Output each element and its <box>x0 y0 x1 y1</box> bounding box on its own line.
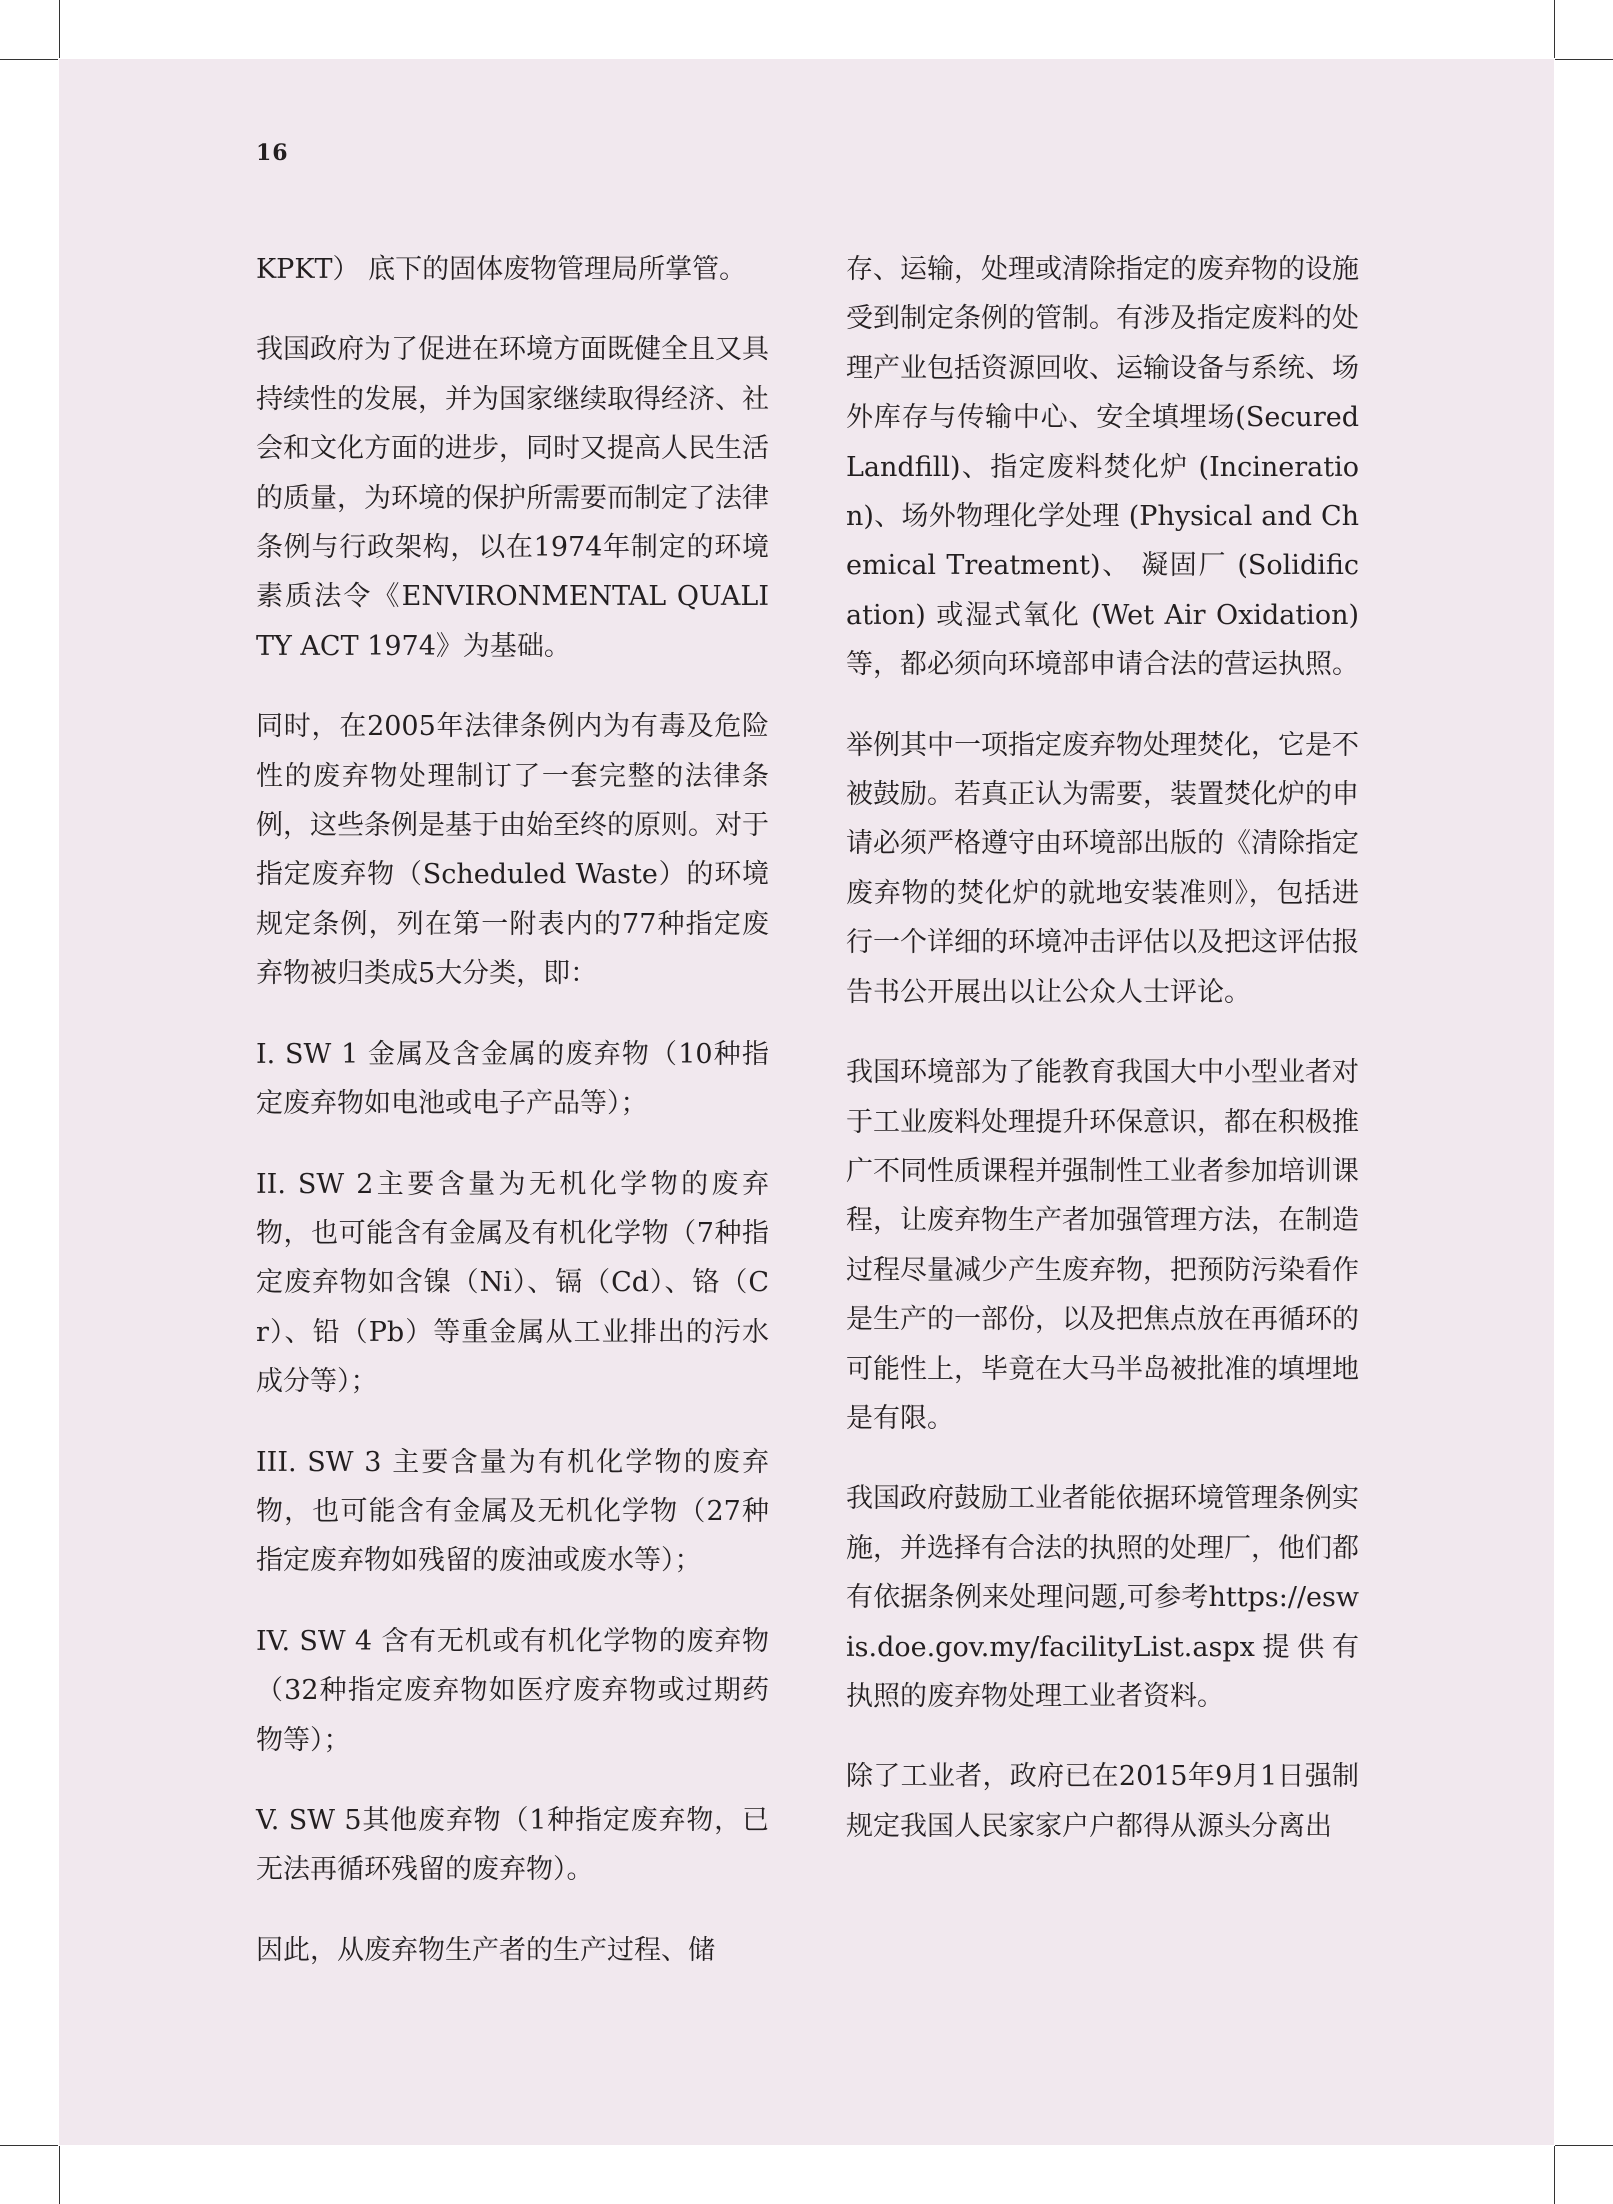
paragraph: 举例其中一项指定废弃物处理焚化，它是不被鼓励。若真正认为需要，装置焚化炉的申请必须严格遵守由环境部出版的《清除指定废弃物的焚化炉的就地安装准则》，包括进行一个详细的环境冲击评估以及把这评估报告书公开展出以让公众人士评论。 <box>846 729 1359 1008</box>
paragraph: 因此，从废弃物生产者的生产过程、储 <box>256 1934 715 1966</box>
crop-mark <box>0 2145 58 2146</box>
paragraph: 存、运输，处理或清除指定的废弃物的设施受到制定条例的管制。有涉及指定废料的处理产业包括资源回收、运输设备与系统、场外库存与传输中心、安全填埋场(Secured Landfill)、指定废料焚化炉 (Incineration)、场外物理化学处理 (Physical and Chemical Treatment)、 凝固厂 (Solidification) 或湿式氧化 (Wet Air Oxidation)等，都必须向环境部申请合法的营运执照。 <box>846 254 1359 681</box>
crop-mark <box>59 0 60 58</box>
crop-mark <box>1554 0 1555 58</box>
paragraph: 我国政府为了促进在环境方面既健全且又具持续性的发展，并为国家继续取得经济、社会和文化方面的进步，同时又提高人民生活的质量，为环境的保护所需要而制定了法律条例与行政架构，以在1974年制定的环境素质法令《ENVIRONMENTAL QUALITY ACT 1974》为基础。 <box>256 334 769 662</box>
crop-mark <box>59 2146 60 2204</box>
list-item: III. SW 3 主要含量为有机化学物的废弃物，也可能含有金属及无机化学物（27种指定废弃物如残留的废油或废水等）； <box>256 1446 769 1577</box>
list-item: II. SW 2主要含量为无机化学物的废弃物，也可能含有金属及有机化学物（7种指定废弃物如含镍（Ni）、镉（Cd）、铬（Cr）、铅（Pb）等重金属从工业排出的污水成分等）； <box>256 1168 769 1398</box>
right-column <box>846 245 1359 1882</box>
list-item: I. SW 1 金属及含金属的废弃物（10种指定废弃物如电池或电子产品等）； <box>256 1038 769 1120</box>
crop-mark <box>1555 59 1613 60</box>
list-item: IV. SW 4 含有无机或有机化学物的废弃物（32种指定废弃物如医疗废弃物或过期药物等）； <box>256 1625 769 1756</box>
paragraph: 除了工业者，政府已在2015年9月1日强制规定我国人民家家户户都得从源头分离出 <box>846 1761 1359 1842</box>
left-column <box>256 245 769 2006</box>
paragraph: KPKT） 底下的固体废物管理局所掌管。 <box>256 254 747 285</box>
list-item: V. SW 5其他废弃物（1种指定废弃物，已无法再循环残留的废弃物）。 <box>256 1804 769 1886</box>
crop-mark <box>1554 2146 1555 2204</box>
paragraph: 我国政府鼓励工业者能依据环境管理条例实施，并选择有合法的执照的处理厂，他们都有依据条例来处理问题,可参考https://eswis.doe.gov.my/facilityList.aspx提供有执照的废弃物处理工业者资料。 <box>846 1483 1359 1712</box>
crop-mark <box>1555 2145 1613 2146</box>
crop-mark <box>0 59 58 60</box>
paragraph: 同时，在2005年法律条例内为有毒及危险性的废弃物处理制订了一套完整的法律条例，这些条例是基于由始至终的原则。对于指定废弃物（Scheduled Waste）的环境规定条例，列在第一附表内的77种指定废弃物被归类成5大分类，即： <box>256 711 769 990</box>
paragraph: 我国环境部为了能教育我国大中小型业者对于工业废料处理提升环保意识，都在积极推广不同性质课程并强制性工业者参加培训课程，让废弃物生产者加强管理方法，在制造过程尽量减少产生废弃物，把预防污染看作是生产的一部份，以及把焦点放在再循环的可能性上，毕竟在大马半岛被批准的填埋地是有限。 <box>846 1057 1359 1434</box>
page-number: 16 <box>256 140 289 166</box>
